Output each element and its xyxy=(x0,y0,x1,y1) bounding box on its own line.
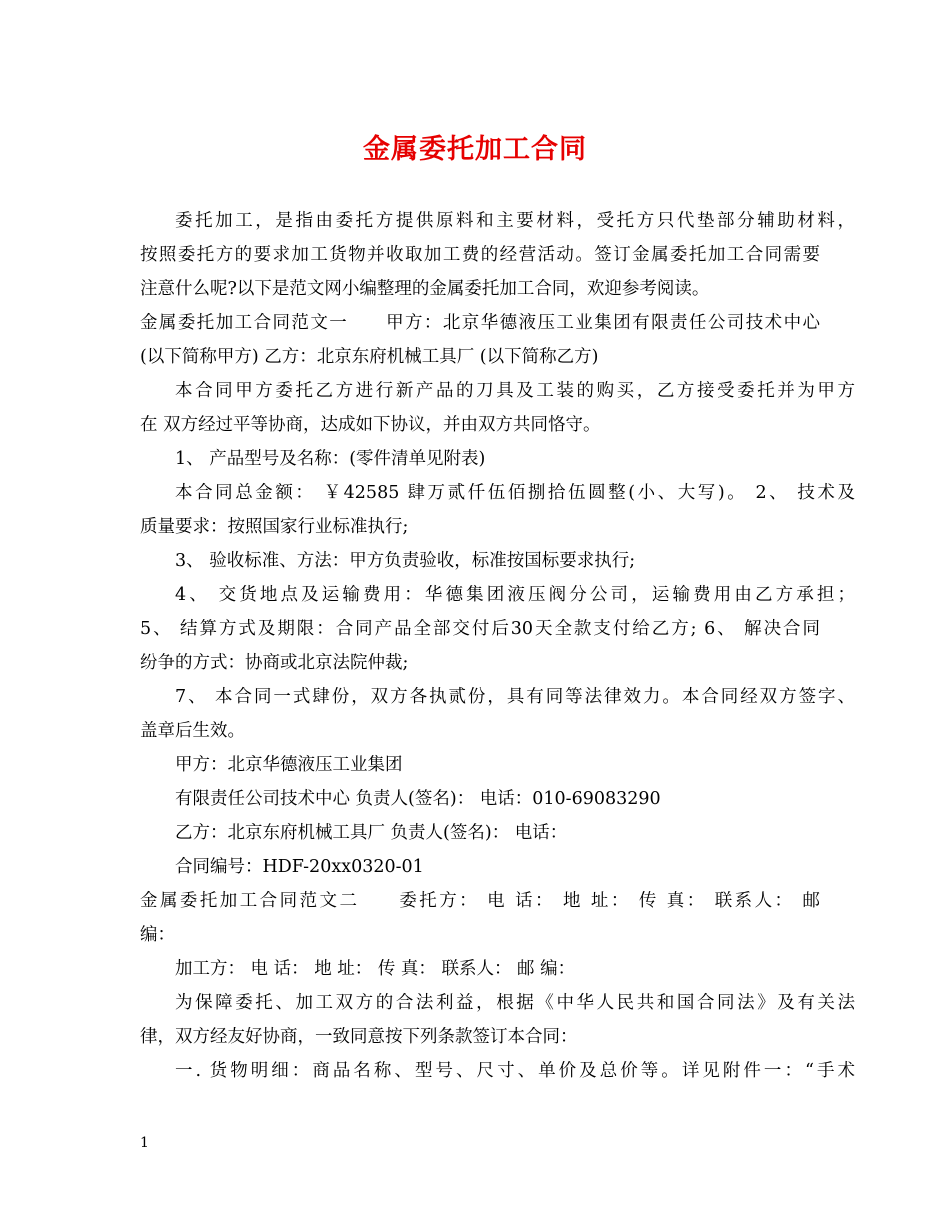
text-line: 5、 结算方式及期限：合同产品全部交付后30天全款支付给乙方; 6、 解决合同 xyxy=(140,619,820,639)
text-line: 7、 本合同一式肆份，双方各执贰份，具有同等法律效力。本合同经双方签字、 xyxy=(175,687,855,707)
text-line: 本合同总金额： ￥42585 肆万贰仟伍佰捌拾伍圆整(小、大写)。 2、 技术及 xyxy=(175,483,855,503)
text-line: 编： xyxy=(140,925,175,945)
text-line: 金属委托加工合同范文二 委托方： 电 话： 地 址： 传 真： 联系人： 邮 xyxy=(140,891,820,911)
text-line: 本合同甲方委托乙方进行新产品的刀具及工装的购买，乙方接受委托并为甲方 xyxy=(175,381,855,401)
document-title: 金属委托加工合同 xyxy=(363,134,587,165)
text-line: 1、 产品型号及名称：(零件清单见附表) xyxy=(175,449,486,469)
text-line: (以下简称甲方) 乙方：北京东府机械工具厂 (以下简称乙方) xyxy=(140,347,599,367)
text-line: 盖章后生效。 xyxy=(140,721,245,741)
text-line: 3、 验收标准、方法：甲方负责验收，标准按国标要求执行; xyxy=(175,551,636,571)
text-line: 律，双方经友好协商，一致同意按下列条款签订本合同： xyxy=(140,1027,578,1047)
text-line: 加工方： 电 话： 地 址： 传 真： 联系人： 邮 编： xyxy=(175,959,576,979)
text-line: 纷争的方式：协商或北京法院仲裁; xyxy=(140,653,409,673)
text-line: 甲方：北京华德液压工业集团 xyxy=(175,755,403,775)
text-line: 合同编号：HDF-20xx0320-01 xyxy=(175,857,424,877)
text-line: 有限责任公司技术中心 负责人(签名)： 电话：010-69083290 xyxy=(175,789,661,809)
text-line: 金属委托加工合同范文一 甲方：北京华德液压工业集团有限责任公司技术中心 xyxy=(140,313,820,333)
text-line: 质量要求：按照国家行业标准执行; xyxy=(140,517,409,537)
text-line: 注意什么呢?以下是范文网小编整理的金属委托加工合同，欢迎参考阅读。 xyxy=(140,279,710,299)
text-line: 委托加工，是指由委托方提供原料和主要材料，受托方只代垫部分辅助材料， xyxy=(175,211,855,231)
text-line: 一. 货物明细：商品名称、型号、尺寸、单价及总价等。详见附件一：“手术 xyxy=(175,1061,855,1081)
text-line: 4、 交货地点及运输费用：华德集团液压阀分公司，运输费用由乙方承担； xyxy=(175,585,855,605)
text-line: 在 双方经过平等协商，达成如下协议，并由双方共同恪守。 xyxy=(140,415,601,435)
text-line: 为保障委托、加工双方的合法利益，根据《中华人民共和国合同法》及有关法 xyxy=(175,993,855,1013)
text-line: 乙方：北京东府机械工具厂 负责人(签名)： 电话： xyxy=(175,823,568,843)
text-line: 按照委托方的要求加工货物并收取加工费的经营活动。签订金属委托加工合同需要 xyxy=(140,245,820,265)
page-number: 1 xyxy=(140,1135,149,1151)
